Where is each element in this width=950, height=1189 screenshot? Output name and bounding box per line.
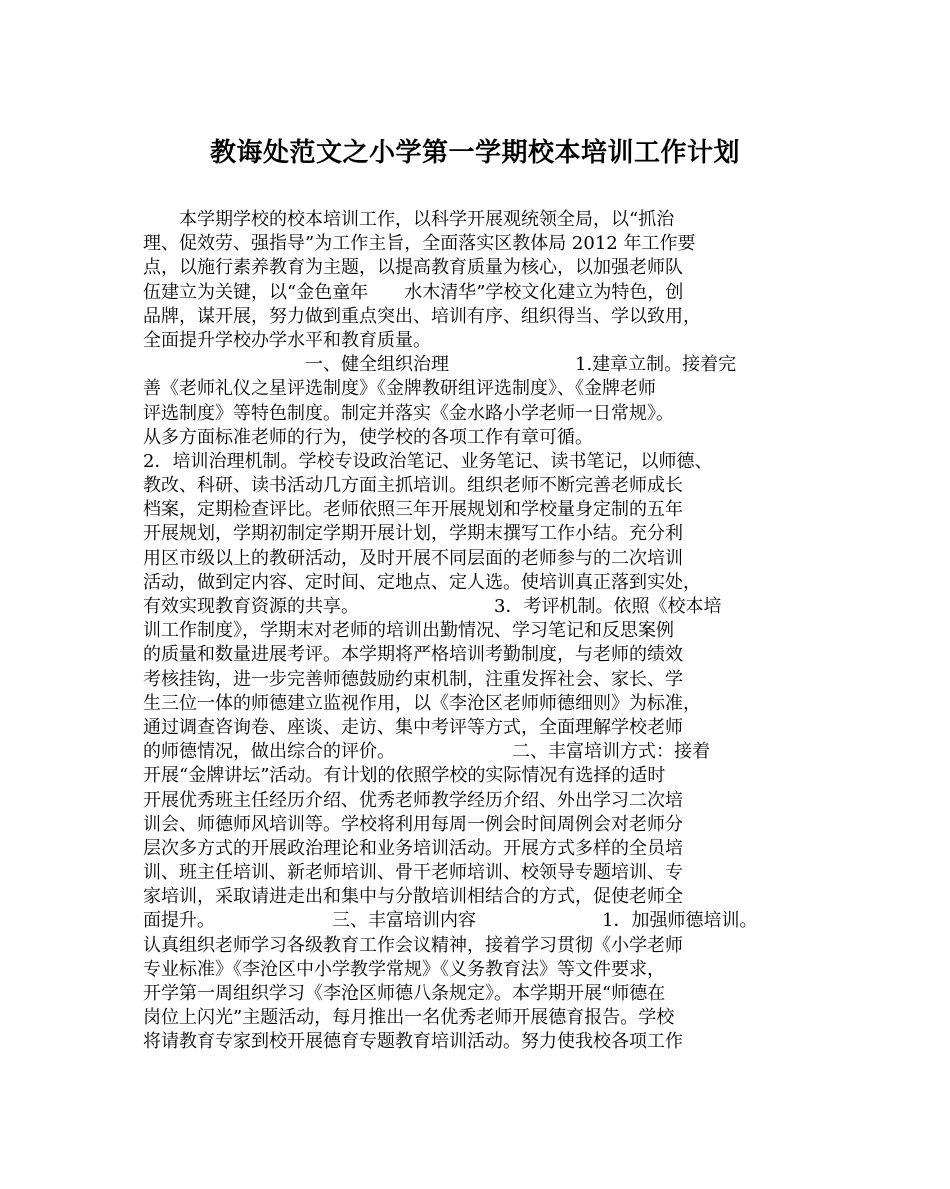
body-line: 开学第一周组织学习《李沧区师德八条规定》。本学期开展“师德在	[143, 983, 666, 1004]
body-line: 理、促效劳、强指导”为工作主旨，全面落实区教体局 2012 年工作要	[143, 233, 696, 255]
body-line: 伍建立为关键，以“金色童年 水木清华”学校文化建立为特色，创	[143, 281, 684, 303]
body-line: 档案，定期检查评比。老师依照三年开展规划和学校量身定制的五年	[143, 499, 683, 521]
body-line: 层次多方式的开展政治理论和业务培训活动。开展方式多样的全员培	[143, 837, 683, 859]
body-line: 教改、科研、读书活动几方面主抓培训。组织老师不断完善老师成长	[143, 475, 683, 497]
body-line: 开展规划，学期初制定学期开展计划，学期末撰写工作小结。充分利	[143, 523, 683, 545]
body-line: 本学期学校的校本培训工作，以科学开展观统领全局，以“抓治	[179, 209, 675, 230]
body-line: 训会、师德师风培训等。学校将利用每周一例会时间周例会对老师分	[143, 813, 683, 835]
body-line: 从多方面标准老师的行为，使学校的各项工作有章可循。	[143, 426, 593, 448]
body-line: 活动，做到定内容、定时间、定地点、定人选。使培训真正落到实处，	[143, 571, 701, 593]
document-title: 教诲处范文之小学第一学期校本培训工作计划	[209, 138, 740, 168]
body-line: 用区市级以上的教研活动，及时开展不同层面的老师参与的二次培训	[143, 547, 683, 569]
body-line: 面提升。 三、丰富培训内容 1．加强师德培训。	[143, 910, 758, 932]
body-line: 品牌，谋开展，努力做到重点突出、培训有序、组织得当、学以致用，	[143, 305, 701, 327]
body-line: 岗位上闪光”主题活动，每月推出一名优秀老师开展德育报告。学校	[143, 1007, 675, 1029]
body-line: 一、健全组织治理 1.建章立制。接着完	[143, 354, 737, 376]
body-line: 训工作制度》，学期末对老师的培训出勤情况、学习笔记和反思案例	[143, 620, 674, 642]
body-line: 评选制度》等特色制度。制定并落实《金水路小学老师一日常规》。	[143, 402, 674, 424]
body-line: 的质量和数量进展考评。本学期将严格培训考勤制度，与老师的绩效	[143, 644, 683, 666]
body-line: 有效实现教育资源的共享。 3．考评机制。依照《校本培	[143, 596, 722, 617]
body-line: 善《老师礼仪之星评选制度》《金牌教研组评选制度》、《金牌老师	[143, 378, 656, 400]
body-line: 考核挂钩，进一步完善师德鼓励约束机制，注重发挥社会、家长、学	[143, 668, 683, 690]
body-line: 专业标准》《李沧区中小学教学常规》《义务教育法》等文件要求，	[143, 958, 665, 980]
body-line: 家培训，采取请进走出和集中与分散培训相结合的方式，促使老师全	[143, 886, 683, 908]
body-line: 的师德情况，做出综合的评价。 二、丰富培训方式：接着	[143, 741, 710, 763]
body-line: 训、班主任培训、新老师培训、骨干老师培训、校领导专题培训、专	[143, 862, 683, 884]
body-line: 将请教育专家到校开展德育专题教育培训活动。努力使我校各项工作	[143, 1031, 683, 1053]
body-line: 点，以施行素养教育为主题，以提高教育质量为核心，以加强老师队	[143, 257, 683, 279]
body-line: 开展“金牌讲坛”活动。有计划的依照学校的实际情况有选择的适时	[143, 765, 666, 787]
body-line: 认真组织老师学习各级教育工作会议精神，接着学习贯彻《小学老师	[143, 934, 683, 956]
body-line: 通过调查咨询卷、座谈、走访、集中考评等方式，全面理解学校老师	[143, 716, 683, 738]
body-line: 开展优秀班主任经历介绍、优秀老师教学经历介绍、外出学习二次培	[143, 789, 683, 811]
body-line: 全面提升学校办学水平和教育质量。	[143, 329, 431, 351]
document-body	[143, 208, 829, 1055]
body-line: 2．培训治理机制。学校专设政治笔记、业务笔记、读书笔记，以师德、	[143, 450, 713, 472]
body-line: 生三位一体的师德建立监视作用，以《李沧区老师师德细则》为标准，	[143, 692, 701, 714]
